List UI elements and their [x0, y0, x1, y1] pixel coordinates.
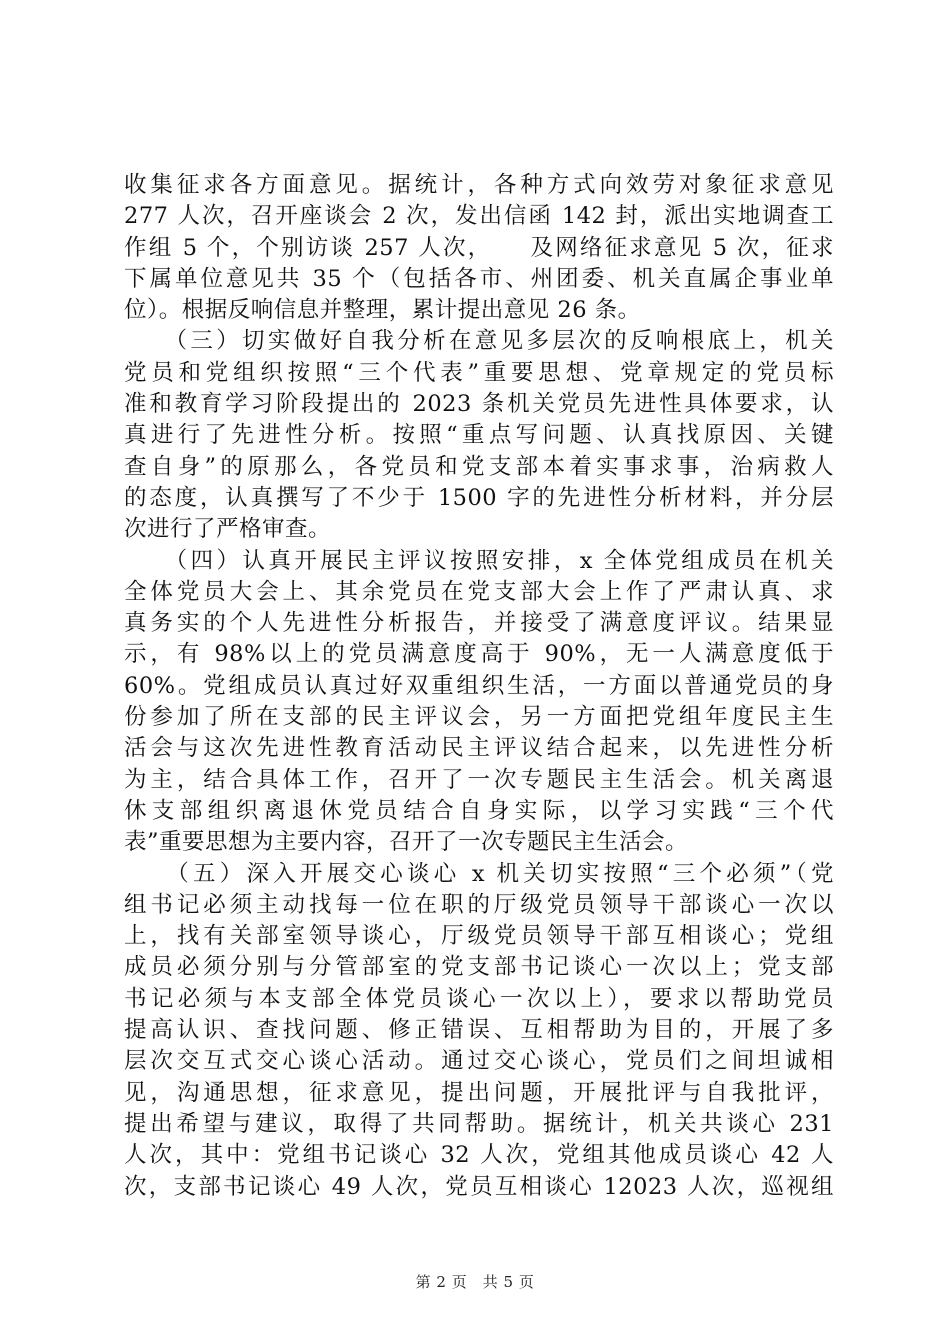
text-line: 60%。党组成员认真过好双重组织生活，一方面以普通党员的身: [124, 672, 834, 699]
text-line: 层次交互式交心谈心活动。通过交心谈心，党员们之间坦诚相: [124, 1048, 834, 1075]
text-line: 准和教育学习阶段提出的 2023 条机关党员先进性具体要求，认: [124, 391, 834, 418]
text-line: 份参加了所在支部的民主评议会，另一方面把党组年度民主生: [124, 704, 834, 731]
document-body: [124, 170, 834, 1203]
text-line: 查自身”的原那么，各党员和党支部本着实事求事，治病救人: [124, 453, 834, 480]
text-line: 位）。根据反响信息并整理，累计提出意见 26 条。: [124, 297, 641, 324]
text-line: 见，沟通思想，征求意见，提出问题，开展批评与自我批评，: [124, 1079, 834, 1106]
text-line: 作组 5 个，个别访谈 257 人次， 及网络征求意见 5 次，征求: [124, 234, 834, 261]
text-line: 全体党员大会上、其余党员在党支部大会上作了严肃认真、求: [124, 578, 834, 605]
text-line: 休支部组织离退休党员结合自身实际，以学习实践“三个代: [124, 797, 834, 824]
text-line: （三）切实做好自我分析在意见多层次的反响根底上，机关: [124, 328, 834, 355]
text-line: 人次，其中：党组书记谈心 32 人次，党组其他成员谈心 42 人: [124, 1142, 834, 1169]
text-line: 收集征求各方面意见。据统计，各种方式向效劳对象征求意见: [124, 172, 834, 198]
text-line: 书记必须与本支部全体党员谈心一次以上），要求以帮助党员: [124, 985, 834, 1012]
text-line: 提出希望与建议，取得了共同帮助。据统计，机关共谈心 231: [124, 1110, 834, 1137]
text-line: 下属单位意见共 35 个（包括各市、州团委、机关直属企事业单: [124, 265, 834, 292]
text-line: 组书记必须主动找每一位在职的厅级党员领导干部谈心一次以: [124, 891, 834, 918]
text-line: 提高认识、查找问题、修正错误、互相帮助为目的，开展了多: [124, 1017, 834, 1044]
text-line: 真进行了先进性分析。按照“重点写问题、认真找原因、关键: [124, 422, 834, 449]
text-line: （四）认真开展民主评议按照安排，x 全体党组成员在机关: [124, 547, 834, 574]
text-line: 次，支部书记谈心 49 人次，党员互相谈心 12023 人次，巡视组: [124, 1173, 834, 1200]
text-line: 次进行了严格审查。: [124, 516, 332, 543]
text-line: 成员必须分别与分管部室的党支部书记谈心一次以上；党支部: [124, 954, 834, 981]
text-line: 党员和党组织按照“三个代表”重要思想、党章规定的党员标: [124, 359, 834, 386]
text-line: 为主，结合具体工作，召开了一次专题民主生活会。机关离退: [124, 766, 834, 793]
page-footer: 第 2 页 共 5 页: [415, 1273, 535, 1291]
text-line: 上，找有关部室领导谈心，厅级党员领导干部互相谈心；党组: [124, 923, 834, 950]
text-line: 277 人次，召开座谈会 2 次，发出信函 142 封，派出实地调查工: [124, 203, 834, 230]
text-line: 的态度，认真撰写了不少于 1500 字的先进性分析材料，并分层: [124, 484, 834, 511]
text-line: 表”重要思想为主要内容，召开了一次专题民主生活会。: [124, 829, 689, 856]
text-line: 活会与这次先进性教育活动民主评议结合起来，以先进性分析: [124, 735, 834, 762]
text-line: （五）深入开展交心谈心 x 机关切实按照“三个必须”（党: [124, 860, 834, 887]
text-line: 示，有 98%以上的党员满意度高于 90%，无一人满意度低于: [124, 641, 834, 668]
text-line: 真务实的个人先进性分析报告，并接受了满意度评议。结果显: [124, 610, 834, 637]
